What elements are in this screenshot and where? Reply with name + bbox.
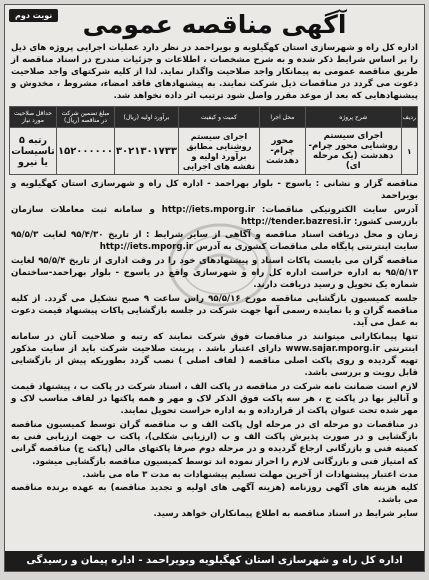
two-stage-paragraph: در مناقصات دو مرحله ای در مرحله اول پاکت الف و ب مناقصه گران توسط کمیسیون مناقصه بازگشایی و در صورت پذیرش پاکت الف و ب (ارزیابی شکلی)، پاکت ب جهت ارزیابی فنی به کمیته فنی و بازرگانی ارجاع گردیده و در مرحله دوم صرفا پاکتهای مالی (پاکت ج) مناقصه گرانی که امتیاز فنی و بازرگانی لازم را احراز نموده اند توسط کمیسیون مناقصه بازگشایی میشود. bbox=[11, 419, 418, 467]
opening-session-paragraph: جلسه کمیسیون بازگشایی مناقصه مورخ ۹۵/۵/۱۶ راس ساعت ۹ صبح تشکیل می گردد. از کلیه مناقصه گران و یا نماینده رسمی آنها جهت شرکت در جلسه بازگشایی پاکات پیشنهاد قیمت دعوت به عمل می آید. bbox=[11, 293, 418, 329]
document-pickup-text: زمان و محل دریافت اسناد مناقصه و آگاهی از سایر شرایط : از تاریخ ۹۵/۴/۳۰ لغایت ۹۵/۵/۳ سایت اینترنتی پایگاه ملی مناقصات کشوری به آدرس bbox=[11, 230, 418, 253]
header-row-number: ردیف bbox=[401, 107, 417, 128]
employer-address: مناقصه گزار و نشانی : یاسوج - بلوار بهراحمد - اداره کل راه و شهرسازی استان کهگیلویه و بویراحمد bbox=[11, 179, 418, 202]
qualification-paragraph: تنها پیمانکارانی میتوانند در مناقصات فوق شرکت نمایند که رتبه و صلاحیت آنان در سامانه اینترنتی www.sajar.mporg.ir دارای اعتبار باشد . پرینت صلاحیت شرکت باید از سایت مذکور تهیه گردیده و روی پاکت اصلی مناقصه ( لفاف اصلی ) نصب گردد بطوریکه پیش از بازگشایی قابل رویت و بررسی باشد. bbox=[11, 331, 418, 379]
ad-cost-paragraph: کلیه هزینه های آگهی روزنامه (هزینه آگهی های اولیه و تجدید مناقصه) به عهده برنده مناقصه می باشد. bbox=[11, 483, 418, 506]
page-title: آگهی مناقصه عمومی bbox=[82, 10, 347, 39]
table-header-row bbox=[10, 107, 418, 128]
iets-link-2[interactable]: http://iets.mporg.ir bbox=[99, 242, 194, 253]
cell-estimate: ۳۰۲۱۳۰۱۷۳۳ bbox=[114, 128, 178, 175]
submission-paragraph: مناقصه گران می بایست پاکات اسناد و پیشنهادهای خود را در وقت اداری از تاریخ ۹۵/۵/۴ لغایت ۹۵/۵/۱۳ به اداره حراست اداره کل راه و شهرسازی واقع در یاسوج - بلوار بهراحمد-ساختمان شماره یک تحویل و رسید دریافت دارند. bbox=[11, 255, 418, 291]
header-deposit: مبلغ تضمین شرکت در مناقصه (ریال) bbox=[56, 107, 114, 128]
validity-paragraph: مدت اعتبار پیشنهادات از آخرین مهلت تسلیم پیشنهادات به مدت ۳ ماه می باشد. bbox=[82, 469, 418, 480]
envelopes-paragraph: لازم است ضمانت نامه شرکت در مناقصه در پاکت الف ، اسناد شرکت در پاکت ب ، پیشنهاد قیمت و آنالیز بها در پاکت ج ، هر سه پاکت فوق الذکر لاک و مهر و همه پاکتها در لفاف مناسب لاک و مهر شده تحت عنوان پاکت از قرارداده و به اداره حراست تحویل نمایند. bbox=[11, 381, 418, 417]
header-estimate: برآورد اولیه (ریال) bbox=[114, 107, 178, 128]
cell-quantity-quality: اجرای سیستم روشنایی مطابق برآورد اولیه و نقشه های اجرایی bbox=[178, 128, 259, 175]
cell-site: محور چرام- دهدشت bbox=[259, 128, 305, 175]
table-row bbox=[10, 128, 418, 175]
cell-row-number: ۱ bbox=[401, 128, 417, 175]
cell-min-grade: رتبه ۵ تاسیسات یا نیرو bbox=[10, 128, 57, 175]
cell-project-title: اجرای سیستم روشنایی محور چرام- دهدشت (یک مرحله ای) bbox=[305, 128, 401, 175]
header-site: محل اجرا bbox=[259, 107, 305, 128]
header-min-grade: حداقل صلاحیت مورد نیاز bbox=[10, 107, 57, 128]
header-project-title: شرح پروژه bbox=[305, 107, 401, 128]
issuer-footer: اداره کل راه و شهرسازی استان کهگیلویه وبویراحمد - اداره پیمان و رسیدگی bbox=[5, 551, 424, 571]
publication-badge: نوبت دوم bbox=[9, 9, 58, 22]
bazresi-link[interactable]: http://tender.bazresi.ir bbox=[240, 216, 351, 227]
website-label: آدرس سایت الکترونیکی مناقصات: bbox=[261, 204, 419, 215]
header-quantity-quality: کمیت و کیفیت bbox=[178, 107, 259, 128]
iets-link[interactable]: http://iets.mporg.ir bbox=[161, 204, 256, 215]
tender-notice-page bbox=[4, 4, 425, 572]
bazresi-label: و سامانه ثبت معاملات سازمان بازرسی کشور: bbox=[11, 204, 418, 227]
seal-watermark bbox=[165, 220, 275, 310]
intro-paragraph: اداره کل راه و شهرسازی استان کهگیلویه و بویراحمد در نظر دارد عملیات اجرایی پروژه های ذیل را بر اساس شرایط ذکر شده و به شرح مشخصات ، اطلاعات و جزئیات مندرج در اسناد مناقصه از طریق مناقصه عمومی به پیمانکار واجد صلاحیت واگذار نماید. لذا از کلیه شرکتهای واجد صلاحیت دعوت می گردد در مناقصات ذیل شرکت نمایند. به پیشنهادهای فاقد امضاء، مشروط ، مخدوش و پیشنهادهایی که بعد از موعد مقرر واصل شود ترتیب اثر داده نخواهد شد. bbox=[11, 43, 418, 101]
other-terms-paragraph: سایر شرایط در اسناد مناقصه به اطلاع پیمانکاران خواهد رسید. bbox=[153, 508, 418, 519]
cell-deposit: ۱۵۲۰۰۰۰۰۰ bbox=[56, 128, 114, 175]
projects-table bbox=[9, 106, 418, 175]
